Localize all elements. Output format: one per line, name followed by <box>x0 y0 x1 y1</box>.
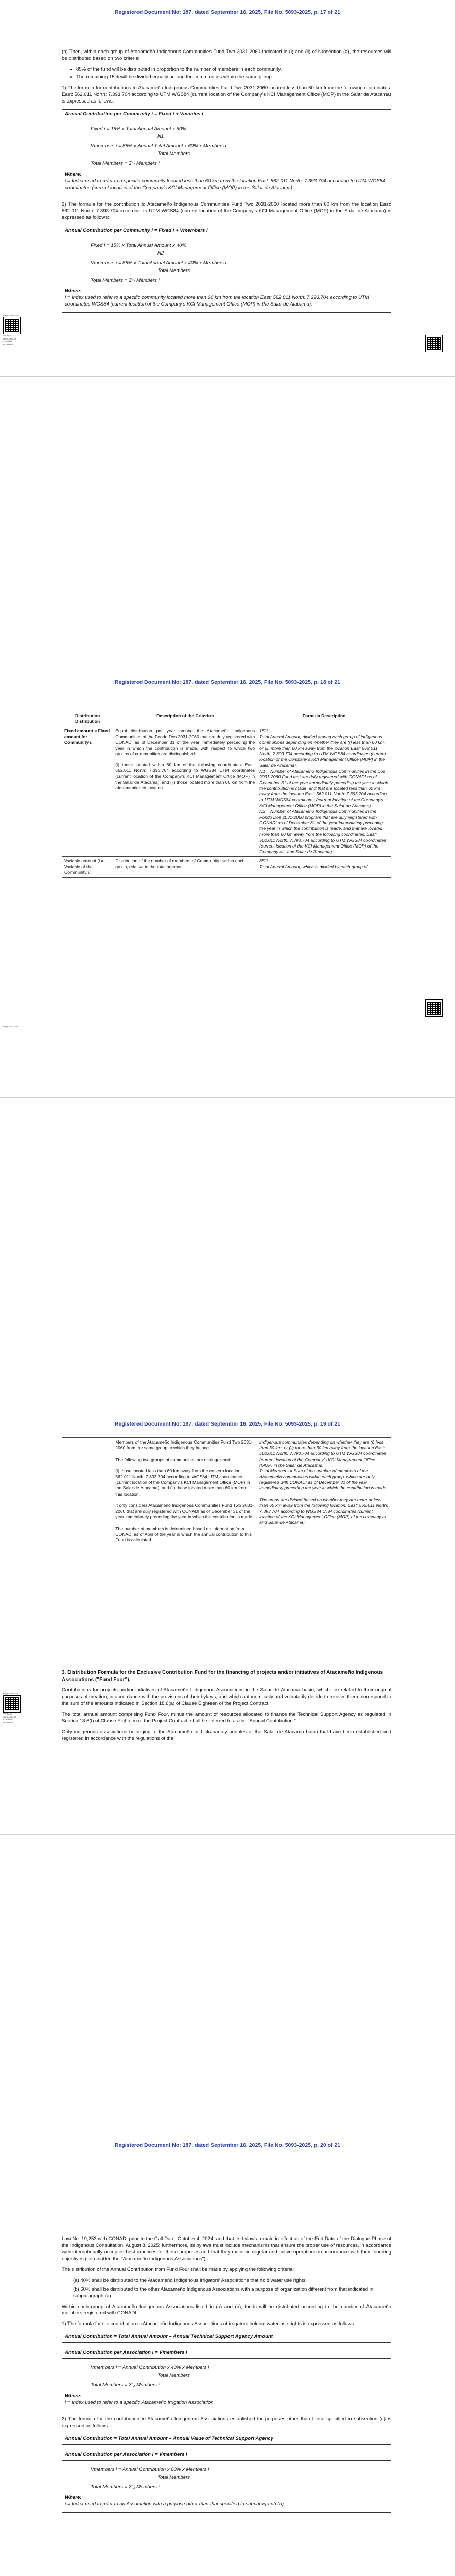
column-header: Distribution Distribution <box>62 711 113 726</box>
qr-code-icon <box>3 317 21 334</box>
table-cell: 85% Total Annual Amount, which is divided by each group of <box>257 857 391 878</box>
formula-denominator: N2 <box>157 250 164 256</box>
paragraph: 1) The formula for the contribution to Atacameño Indigenous Associations of irrigators holding water use rights is expressed as follows: <box>62 2321 355 2327</box>
verification-stamp <box>3 314 21 346</box>
table-row <box>62 726 391 857</box>
table-row <box>62 857 391 878</box>
formula-line: Fixed i = 15% x Total Annual Amount x 40% <box>91 242 186 248</box>
paragraph: Contributions for projects and/or initiatives of Atacameño Indigenous Associations in the Salar de Atacama basin, which are related to their original purposes of creation, in accordance with the provisions of their bylaws, and which autonomously and voluntarily decide to receive them, correspond to the sum of the amounts indicated in Section 18.6(a) of Clause Eighteen of the Project Contract. <box>62 1687 391 1706</box>
table-cell: Members of the Atacameño Indigenous Communities Fund Two 2031-2060 from the same group to which they belong. The following two groups of communities are distinguished: (i) those located less than 60 km away from the eastern location: 562.011 North: 7.393.704 according to WGS84 UTM coordinates (current location of the Company's KCI Management Office (MOP) in the Salar de Atacama); and (ii) those located more than 60 km from this location. It only considers Atacameño Indigenous Communities Fund Two 2031-2060 that are duly registered with CONADI as of December 31 of the year immediately preceding the year in which the contribution is made. The number of members is determined based on information from CONADI as of April of the year in which the annual contribution to this Fund is calculated. <box>113 1438 257 1545</box>
formula-title: Annual Contribution = Total Annual Amount – Annual Technical Support Agency Amount <box>65 2334 273 2340</box>
paragraph: 2) The formula for the contribution to Atacameño Indigenous Associations established for purposes other than those specified in subsection (a) is expressed as follows: <box>62 2416 391 2429</box>
verification-stamp <box>3 1692 21 1724</box>
document-page <box>0 2133 455 2576</box>
column-header: Formula Description <box>257 711 391 726</box>
page-label: Page: 147/185 <box>3 1025 19 1028</box>
qr-code-icon <box>425 999 443 1017</box>
distribution-table <box>62 1437 391 1545</box>
formula-where: Where: <box>65 172 82 178</box>
table-cell: Fixed amount = Fixed amount for Community i. <box>62 726 113 857</box>
page-header: Registered Document No: 187, dated September 16, 2025, File No. 5093-2025, p. 17 of 21 <box>114 9 341 15</box>
cell-text: Equal distribution per year among the Atacameño Indigenous Communities of the Fondo Dos 2031-2060 that are duly registered with CONADI as of December 31 of the year immediately preceding the year in which the contribution is made, with respect to which two groups of communities are distinguished: <box>115 728 255 757</box>
verification-stamp <box>425 999 443 1017</box>
formula-title: Annual Contribution per Community i = Fixed i + Vmembers i <box>62 226 391 236</box>
formula-denominator: Total Members <box>157 2372 190 2379</box>
list-item: (b) 60% shall be distributed to the other Atacameño Indigenous Associations with a purpose of organization different from that indicated in subparagraph (a). <box>73 2286 374 2299</box>
formula-title: Annual Contribution per Association i = Vmembers i <box>62 2450 391 2461</box>
distribution-table <box>62 711 391 878</box>
column-header: Description of the Criterion <box>113 711 257 726</box>
formula-where: Where: <box>65 2393 82 2399</box>
table-header-row <box>62 711 391 726</box>
paragraph: The distribution of the Annual Contribution from Fund Four shall be made by applying the following criteria: <box>62 2266 294 2273</box>
qr-code-icon <box>3 1695 21 1713</box>
page-header: Registered Document No: 187, dated September 16, 2025, File No. 5093-2025, p. 19 of 21 <box>114 1421 341 1427</box>
formula-title: Annual Contribution = Total Annual Amount – Annual Value of Technical Support Agency <box>65 2435 273 2442</box>
table-cell: 15% Total Annual Amount, divided among each group of indigenous communities depending on whether they are (i) less than 60 km, or (ii) more than 60 km away from the location East: 562.011 North: 7.393.704 according to UTM WGS84 coordinates (current location of the Company's KCI Management Office (MOP) in the Salar de Atacama). N1 = Number of Atacameño Indigenous Communities in the Dos 2031-2060 Fund that are duly registered with CONADI as of December 31 of the year immediately preceding the year in which the contribution is made, and that are located less than 60 km away from the location East: 562.011 North: 7.393.704 according to UTM WGS84 coordinates (current location of the Company's KCI Management Office (MOP) in the Salar de Atacama). N2 = Number of Atacameño Indigenous Communities in the Fondo Dos 2031-2060 program that are duly registered with CONADI as of December 31 of the year immediately preceding the year in which the contribution is made, and that are located more than 60 km away from the following coordinates: East: 562.011 North: 7.393.704 according to UTM WGS84 coordinates (current location of the KCI Management Office (MOP) of the Company at , and Salar de Atacama). <box>257 726 391 857</box>
verification-stamp <box>3 1025 21 1028</box>
formula-line: Total Members = Σⁿ₁ Members i <box>91 277 160 283</box>
list-item: • The remaining 15% will be divided equally among the communities within the same group. <box>76 74 391 81</box>
table-cell <box>62 1438 113 1545</box>
paragraph: 2) The formula for the contribution to Atacameño Indigenous Communities Fund Two 2031-2060 located more than 60 km from the location East: 562.011 North: 7.393.704 according to UTM WGS84 (current location of the Company's KCI Management Office (MOP) in the Salar de Atacama) is expressed as follows: <box>62 201 391 221</box>
seal-text: Verify at: www.fojas.cl Certified Document <box>3 334 16 346</box>
paragraph: (b) Then, within each group of Atacameño Indigenous Communities Fund Two 2031-2060 indicated in (i) and (ii) of subsection (a), the resources will be distributed based on two criteria: <box>62 49 391 61</box>
formula-description: i = Index used to refer to an Association with a purpose other than that specified in subparagraph (a). <box>65 2501 285 2507</box>
formula-box <box>62 226 391 313</box>
formula-where: Where: <box>65 2495 82 2501</box>
seal-text: Verify at: www.fojas.cl Certified Document <box>3 1713 16 1724</box>
formula-denominator: Total Members <box>157 2474 190 2480</box>
cell-text: (i) those located within 60 km of the following coordinates: East: 562.011 North: 7.393.704 according to WGS84 UTM coordinates (current location of the Company's KCI Management Office (MOP) in the Salar de Atacama); and (ii) those located more than 60 km from the aforementioned location <box>115 762 255 790</box>
paragraph: Within each group of Atacameño Indigenous Associations listed in (a) and (b), funds will be distributed according to the number of Atacameño members registered with CONADI: <box>62 2303 391 2316</box>
document-page <box>0 0 455 377</box>
formula-box <box>62 2450 391 2513</box>
list-item: (a) 40% shall be distributed to the Atacameño Indigenous Irrigators' Associations that hold water use rights. <box>73 2277 307 2283</box>
table-cell <box>113 726 257 857</box>
qr-code-icon <box>425 335 443 352</box>
paragraph: The total annual amount comprising Fund Four, minus the amount of resources allocated to finance the Technical Support Agency as regulated in Section 18.6(f) of Clause Eighteen of the Project Contract, shall be referred to as the "Annual Contribution." <box>62 1711 391 1724</box>
table-cell: Variable amount (i = Variable of the Community i. <box>62 857 113 878</box>
formula-where: Where: <box>65 288 82 294</box>
table-row <box>62 1438 391 1545</box>
verification-stamp <box>425 335 443 352</box>
formula-line: Vmembers i = Annual Contribution x 60% x Members i <box>91 2466 209 2472</box>
paragraph: 1) The formula for contributions to Atacameño Indigenous Communities Fund Two 2031-2060 located less than 60 km from the following coordinates: East: 562.011 North: 7.393.704 according to UTM WGS84 (current location of the Company's KCI Management Office (MOP) in the Salar de Atacama) is expressed as follows: <box>62 84 391 104</box>
formula-box <box>62 109 391 196</box>
formula-box <box>62 2348 391 2411</box>
document-page <box>0 1412 455 1835</box>
paragraph: Only indigenous associations belonging to the Atacameño or Lickanantay peoples of the Salar de Atacama basin that have been established and registered in accordance with the regulations of the <box>62 1728 391 1741</box>
table-cell: indigenous communities depending on whether they are (i) less than 60 km, or (ii) more than 60 km away from the location East: 562.011 North: 7.393.704 according to UTM WGS84 coordinates (current location of the Company's KCI Management Office (MOP) in the Salar de Atacama). Total Members = Sum of the number of members of the Atacameño communities within each group, which are duly registered with CONADI as of December 31 of the year immediately preceding the year in which the contribution is made. The areas are divided based on whether they are more or less than 60 km away from the following location: East: 562.011 North: 7.393.704 according to WGS84 UTM coordinates (current location of the KCI Management Office (MOP) of the company at , and Salar de Atacama). <box>257 1438 391 1545</box>
formula-title: Annual Contribution per Community i = Fixed i + Vmocios i <box>62 110 391 120</box>
formula-description: i = Index used to refer to a specific Atacameño Irrigation Association. <box>65 2399 215 2405</box>
paragraph: Law No. 19,253 with CONADI prior to the Call Date. October 4, 2024, and that its bylaws remain in effect as of the End Date of the Dialogue Phase of the Indigenous Consultation, August 8, 2025; furthermore, its bylaws must include mechanisms that ensure the proper use of resources, in accordance with internationally accepted best practices for these purposes and that they maintain regular and active operations in accordance with their founding objectives (hereinafter, the "Atacameño Indigenous Associations"). <box>62 2236 391 2262</box>
formula-line: Vmembers i = 85% x Annual Total Amount x 60% x Members i <box>91 143 226 149</box>
page-label: Page: 148/185 <box>3 1692 19 1695</box>
list-item: • 85% of the fund will be distributed in proportion to the number of members in each community. <box>76 66 391 73</box>
formula-title: Annual Contribution per Association i = Vmembers i <box>62 2348 391 2359</box>
formula-line: Total Members = Σⁿ₁ Members i <box>91 2484 160 2490</box>
page-label: Page: 146/185 <box>3 314 19 317</box>
formula-description: i = Index used to refer to a specific community located more than 60 km from the location East: 562.011 North: 7.393.704 according to UTM coordinates WGS84 (current location of the Company's KCI Management Office (MOP) in the Salar de Atacama). <box>65 295 369 308</box>
document-page <box>0 670 455 1098</box>
formula-line: Vmembers i = Annual Contribution x 40% x Members i <box>91 2365 209 2371</box>
formula-denominator: Total Members <box>157 151 190 157</box>
formula-box <box>62 2332 391 2343</box>
formula-line: Vmembers i = 85% x Total Annual Amount x 40% x Members i <box>91 260 226 266</box>
formula-box <box>62 2434 391 2445</box>
table-cell: Distribution of the number of members of Community i within each group, relative to the total number <box>113 857 257 878</box>
formula-description: i = Index used to refer to a specific community located less than 60 km from the location East: 562.011 North: 7.393.704 according to UTM WGS84 coordinates (current location of the Company's KCI Management Office (MOP) in the Salar de Atacama). <box>65 178 386 191</box>
page-header: Registered Document No: 187, dated September 16, 2025, File No. 5093-2025, p. 20 of 21 <box>114 2142 341 2148</box>
formula-denominator: N1 <box>157 133 164 140</box>
formula-line: Total Members = Σⁿ₁ Members i <box>91 161 160 167</box>
formula-denominator: Total Members <box>157 267 190 274</box>
formula-line: Fixed i = 15% x Total Annual Amount x 60% <box>91 126 186 132</box>
page-header: Registered Document No: 187, dated September 16, 2025, File No. 5093-2025, p. 18 of 21 <box>114 679 341 685</box>
formula-line: Total Members = Σⁿ₁ Members i <box>91 2382 160 2388</box>
section-heading: 3. Distribution Formula for the Exclusive Contribution Fund for the financing of projects and/or initiatives of Atacameño Indigenous Associations ("Fund Four"). <box>62 1670 383 1683</box>
